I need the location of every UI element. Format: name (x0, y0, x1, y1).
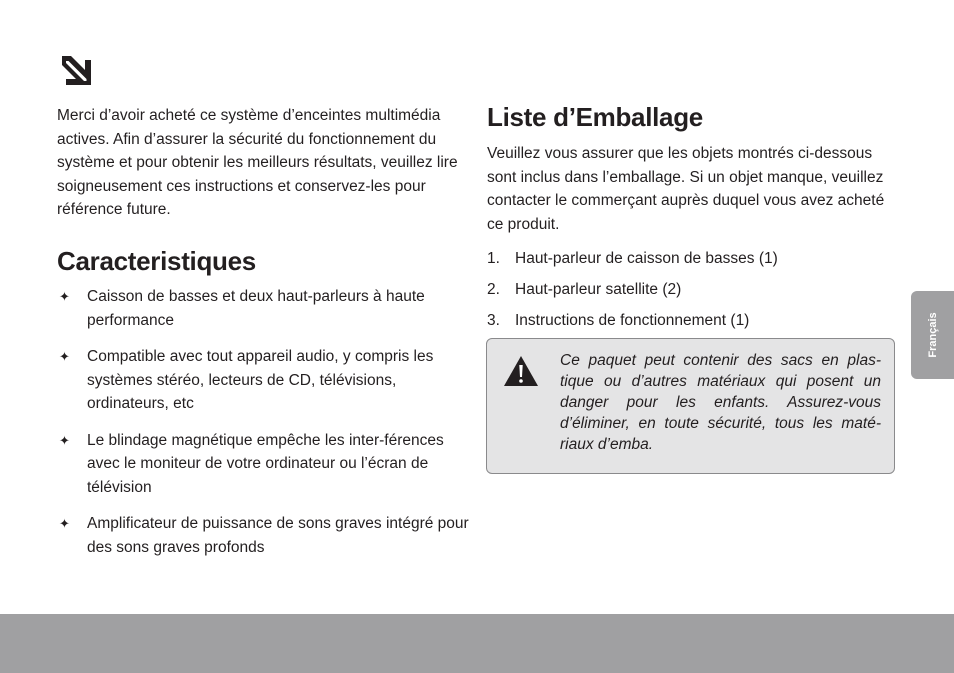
list-item: ✦ Caisson de basses et deux haut-parleurs à haute performance (57, 285, 477, 332)
list-item: 1. Haut-parleur de caisson de basses (1) (487, 250, 778, 267)
four-point-star-icon: ✦ (59, 432, 70, 448)
four-point-star-icon: ✦ (59, 349, 70, 364)
features-title: Caracteristiques (57, 246, 256, 276)
language-tab-label: Français (926, 312, 939, 358)
language-tab (911, 291, 954, 379)
footer-bar (0, 614, 954, 673)
warning-text: Ce paquet peut contenir des sacs en plas-tique ou d’autres matériaux qui posent un danger pour les enfants. Assurez-vous d’éliminer, en toute sécurité, tous les maté-riaux d’emba. (560, 352, 881, 453)
four-point-star-icon: ✦ (59, 516, 70, 531)
list-item: 2. Haut-parleur satellite (2) (487, 281, 682, 298)
features-list (57, 285, 477, 572)
arrow-down-right-icon (58, 52, 94, 88)
warning-box (486, 338, 895, 474)
packing-list (487, 247, 887, 340)
warning-triangle-icon (503, 355, 539, 387)
intro-paragraph: Merci d’avoir acheté ce système d’enceintes multimédia actives. Afin d’assurer la sécurité du fonctionnement du système et pour obtenir les meilleurs résultats, veuillez lire soigneusement ces instructions et conservez-les pour référence future. (57, 107, 458, 218)
four-point-star-icon: ✦ (59, 289, 70, 304)
list-item: ✦ Amplificateur de puissance de sons graves intégré pour des sons graves profonds (57, 512, 477, 559)
list-item: ✦ Compatible avec tout appareil audio, y compris les systèmes stéréo, lecteurs de CD, télévisions, ordinateurs, etc (57, 345, 477, 416)
list-item: 3. Instructions de fonctionnement (1) (487, 312, 750, 329)
packing-title: Liste d’Emballage (487, 102, 703, 132)
packing-intro: Veuillez vous assurer que les objets montrés ci-dessous sont inclus dans l’emballage. Si un objet manque, veuillez contacter le commerçant auprès duquel vous avez acheté ce produit. (487, 145, 885, 233)
list-item: ✦ Le blindage magnétique empêche les inter-férences avec le moniteur de votre ordinateur ou l’écran de télévision (57, 429, 477, 500)
